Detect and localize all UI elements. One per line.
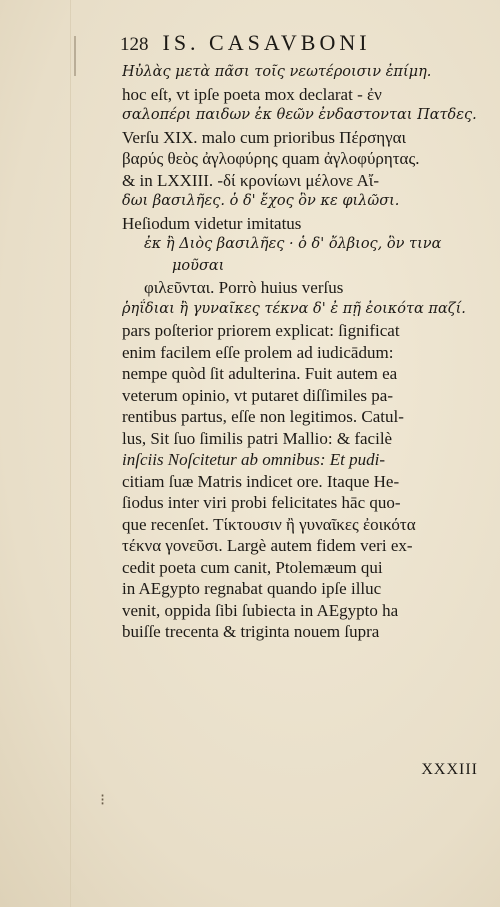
text-line: ἐκ ἢ Διὸς βασιλῆες · ὁ δ' ὄλβιος, ὃν τινα [144, 236, 442, 252]
text-line: ſiodus inter viri probi felicitates hāc quo- [122, 493, 401, 512]
running-head: IS. CASAVBONI [162, 30, 371, 55]
text-line: enim facilem eſſe prolem ad iudicādum: [122, 342, 394, 362]
page-header [120, 30, 480, 56]
text-line: cedit poeta cum canit, Ptolemæum qui [122, 557, 383, 577]
text-line: φιλεῦνται. Porrò huius verſus [144, 278, 344, 297]
text-line: venit, oppida ſibi ſubiecta in AEgypto ha [122, 600, 399, 620]
text-line: hoc eſt, vt ipſe poeta mox declarat - ἐν [122, 84, 382, 104]
text-line: rentibus partus, eſſe non legitimos. Catul- [122, 407, 404, 426]
margin-ink-mark [74, 36, 76, 76]
text-line: buiſſe trecenta & triginta nouem ſupra [122, 622, 380, 641]
text-line: pars poſterior priorem explicat: ſignificat [122, 321, 400, 340]
text-line: que recenſet. Τίκτουσιν ἢ γυναῖκες ἐοικότα [122, 514, 416, 534]
text-line: τέκνα γονεῦσι. Largè autem fidem veri ex- [122, 536, 413, 555]
text-line: in AEgypto regnabat quando ipſe illuc [122, 579, 382, 598]
text-line: βαρύς θεὸς ἀγλοφύρης quam ἀγλοφύρητας. [122, 149, 420, 168]
text-line: & in LXXIII. -δί κρονίωνι μέλονε Αἴ- [122, 170, 380, 190]
margin-symbol: ⁝ [100, 792, 106, 809]
text-line: σαλοπέρι παιδων ἐκ θεῶν ἐνδαστονται Πατδες. [122, 107, 477, 123]
gutter-shadow [70, 0, 71, 907]
text-line: lus, Sit ſuo ſimilis patri Mallio: & facilè [122, 428, 393, 448]
text-line: Verſu XIX. malo cum prioribus Πέρσηγαι [122, 127, 407, 147]
main-text-block [122, 62, 486, 643]
text-line: citiam ſuæ Matris indicet ore. Itaque He- [122, 471, 400, 491]
text-line: nempe quòd ſit adulterina. Fuit autem ea [122, 364, 398, 383]
text-line: μοῦσαι [172, 257, 225, 274]
text-line: inſciis Noſcitetur ab omnibus: Et pudi- [122, 450, 386, 469]
catchword: XXXIII [421, 761, 478, 778]
text-line: Heſiodum videtur imitatus [122, 213, 302, 233]
page-number: 128 [120, 34, 149, 55]
text-line: veterum opinio, vt putaret diſſimiles pa- [122, 385, 393, 405]
text-line: δωι βασιλῆες. ὁ δ' ἔχος ὃν κε φιλῶσι. [122, 193, 400, 209]
text-line: ῥηΐδιαι ἢ γυναῖκες τέκνα δ' ἐ πῇ ἐοικότα παζί. [122, 300, 466, 317]
text-line: Ηὐλὰς μετὰ πᾶσι τοῖς νεωτέροισιν ἐπίμη. [122, 64, 432, 80]
